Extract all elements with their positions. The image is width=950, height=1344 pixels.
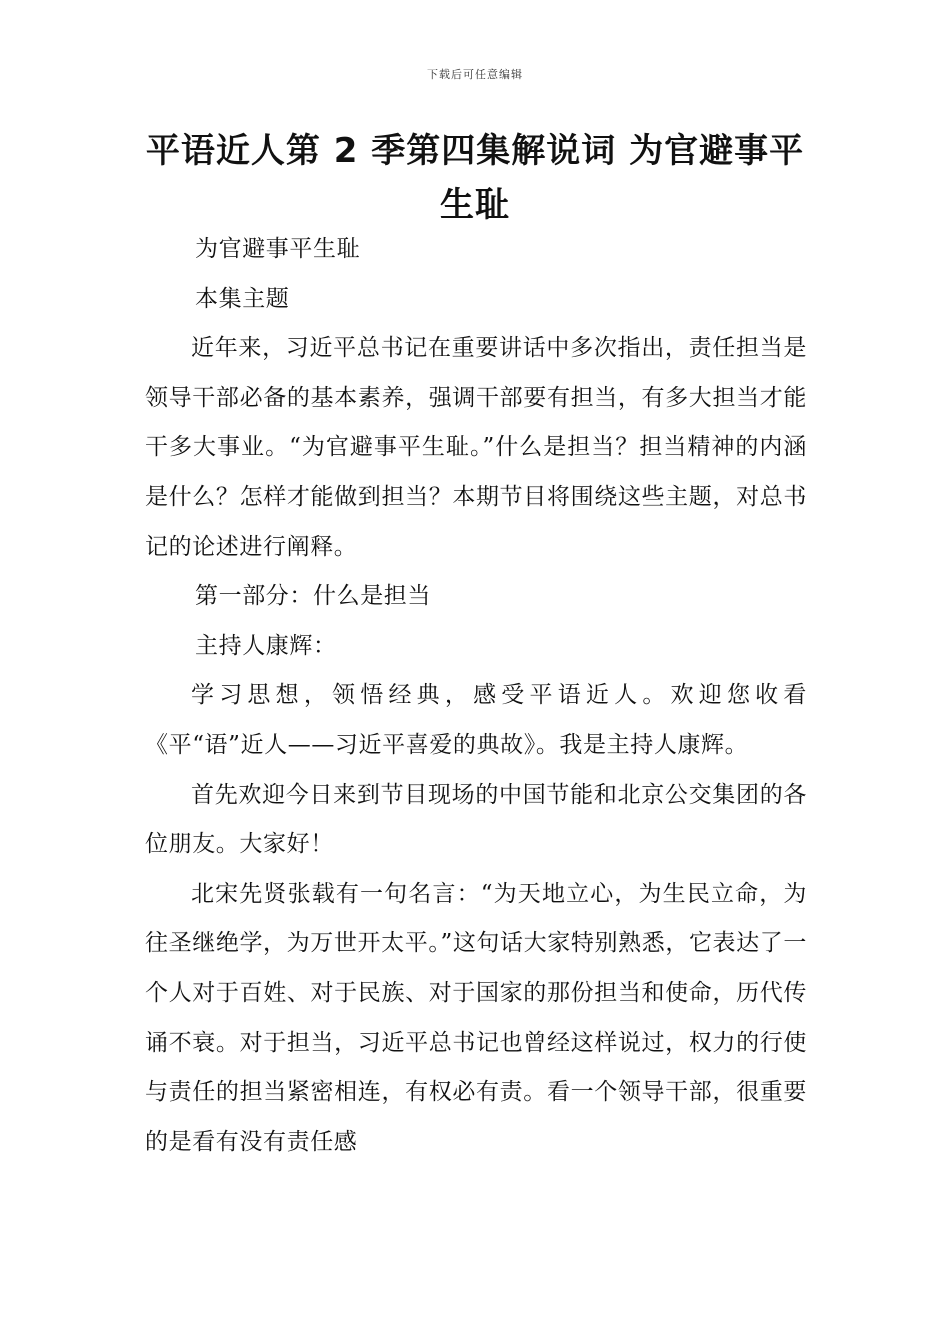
paragraph-theme-heading: 本集主题 [195, 285, 290, 312]
paragraph-episode-title: 为官避事平生耻 [195, 236, 361, 262]
paragraph-theme: 近年来，习近平总书记在重要讲话中多次指出，责任担当是领导干部必备的基本素养，强调干部要有担当，有多大担当才能干多大事业。“为官避事平生耻。”什么是担当？担当精神的内涵是什么？怎样才能做到担当？本期节目将围绕这些主题，对总书记的论述进行阐释。 [145, 335, 807, 560]
paragraph-host-label: 主持人康辉： [195, 632, 337, 659]
document-body [145, 225, 807, 1167]
document-title: 平语近人第 2 季第四集解说词 为官避事平生耻 [145, 131, 805, 225]
paragraph-welcome: 学习思想，领悟经典，感受平语近人。欢迎您收看《平“语”近人——习近平喜爱的典故》。我是主持人康辉。 [145, 682, 807, 758]
paragraph-part-one-heading: 第一部分：什么是担当 [195, 583, 431, 610]
header-note: 下载后可任意编辑 [427, 68, 523, 81]
paragraph-zhang-zai: 北宋先贤张载有一句名言：“为天地立心，为生民立命，为往圣继绝学，为万世开太平。”这句话大家特别熟悉，它表达了一个人对于百姓、对于民族、对于国家的那份担当和使命，历代传诵不衰。对于担当，习近平总书记也曾经这样说过，权力的行使与责任的担当紧密相连，有权必有责。看一个领导干部，很重要的是看有没有责任感 [145, 880, 807, 1155]
paragraph-greeting: 首先欢迎今日来到节目现场的中国节能和北京公交集团的各位朋友。大家好！ [145, 781, 807, 858]
